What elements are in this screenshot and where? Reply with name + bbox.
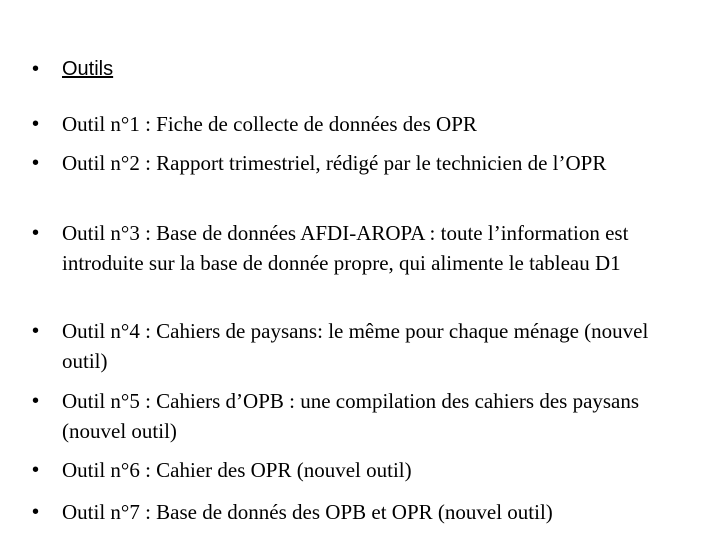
bullet: • (32, 459, 40, 481)
list-item-text: Outil n°6 : Cahier des OPR (nouvel outil) (62, 458, 412, 482)
bullet: • (32, 320, 40, 342)
list-item-outil-1 (32, 109, 692, 139)
bullet: • (32, 58, 40, 80)
bullet: • (32, 222, 40, 244)
bullet: • (32, 113, 40, 135)
list-item-outil-4 (32, 316, 692, 376)
list-item-text: Outil n°3 : Base de données AFDI-AROPA : toute l’information est introduite sur la base de donnée propre, qui alimente le tableau D1 (62, 221, 629, 275)
list-item-outil-7 (32, 497, 692, 527)
list-item-text: Outil n°4 : Cahiers de paysans: le même pour chaque ménage (nouvel outil) (62, 319, 649, 373)
list-item-outil-5 (32, 386, 692, 446)
list-item-outil-3 (32, 218, 692, 278)
bullet: • (32, 152, 40, 174)
list-item-outil-2 (32, 148, 692, 178)
bullet: • (32, 501, 40, 523)
list-item-outil-6 (32, 455, 692, 485)
list-item-text: Outil n°7 : Base de donnés des OPB et OPR (nouvel outil) (62, 500, 553, 524)
heading-item (32, 54, 692, 84)
list-item-text: Outil n°5 : Cahiers d’OPB : une compilation des cahiers des paysans (nouvel outil) (62, 389, 640, 443)
heading-outils[interactable]: Outils (62, 58, 114, 80)
list-item-text: Outil n°2 : Rapport trimestriel, rédigé par le technicien de l’OPR (62, 151, 607, 175)
bullet: • (32, 390, 40, 412)
list-item-text: Outil n°1 : Fiche de collecte de données des OPR (62, 112, 477, 136)
